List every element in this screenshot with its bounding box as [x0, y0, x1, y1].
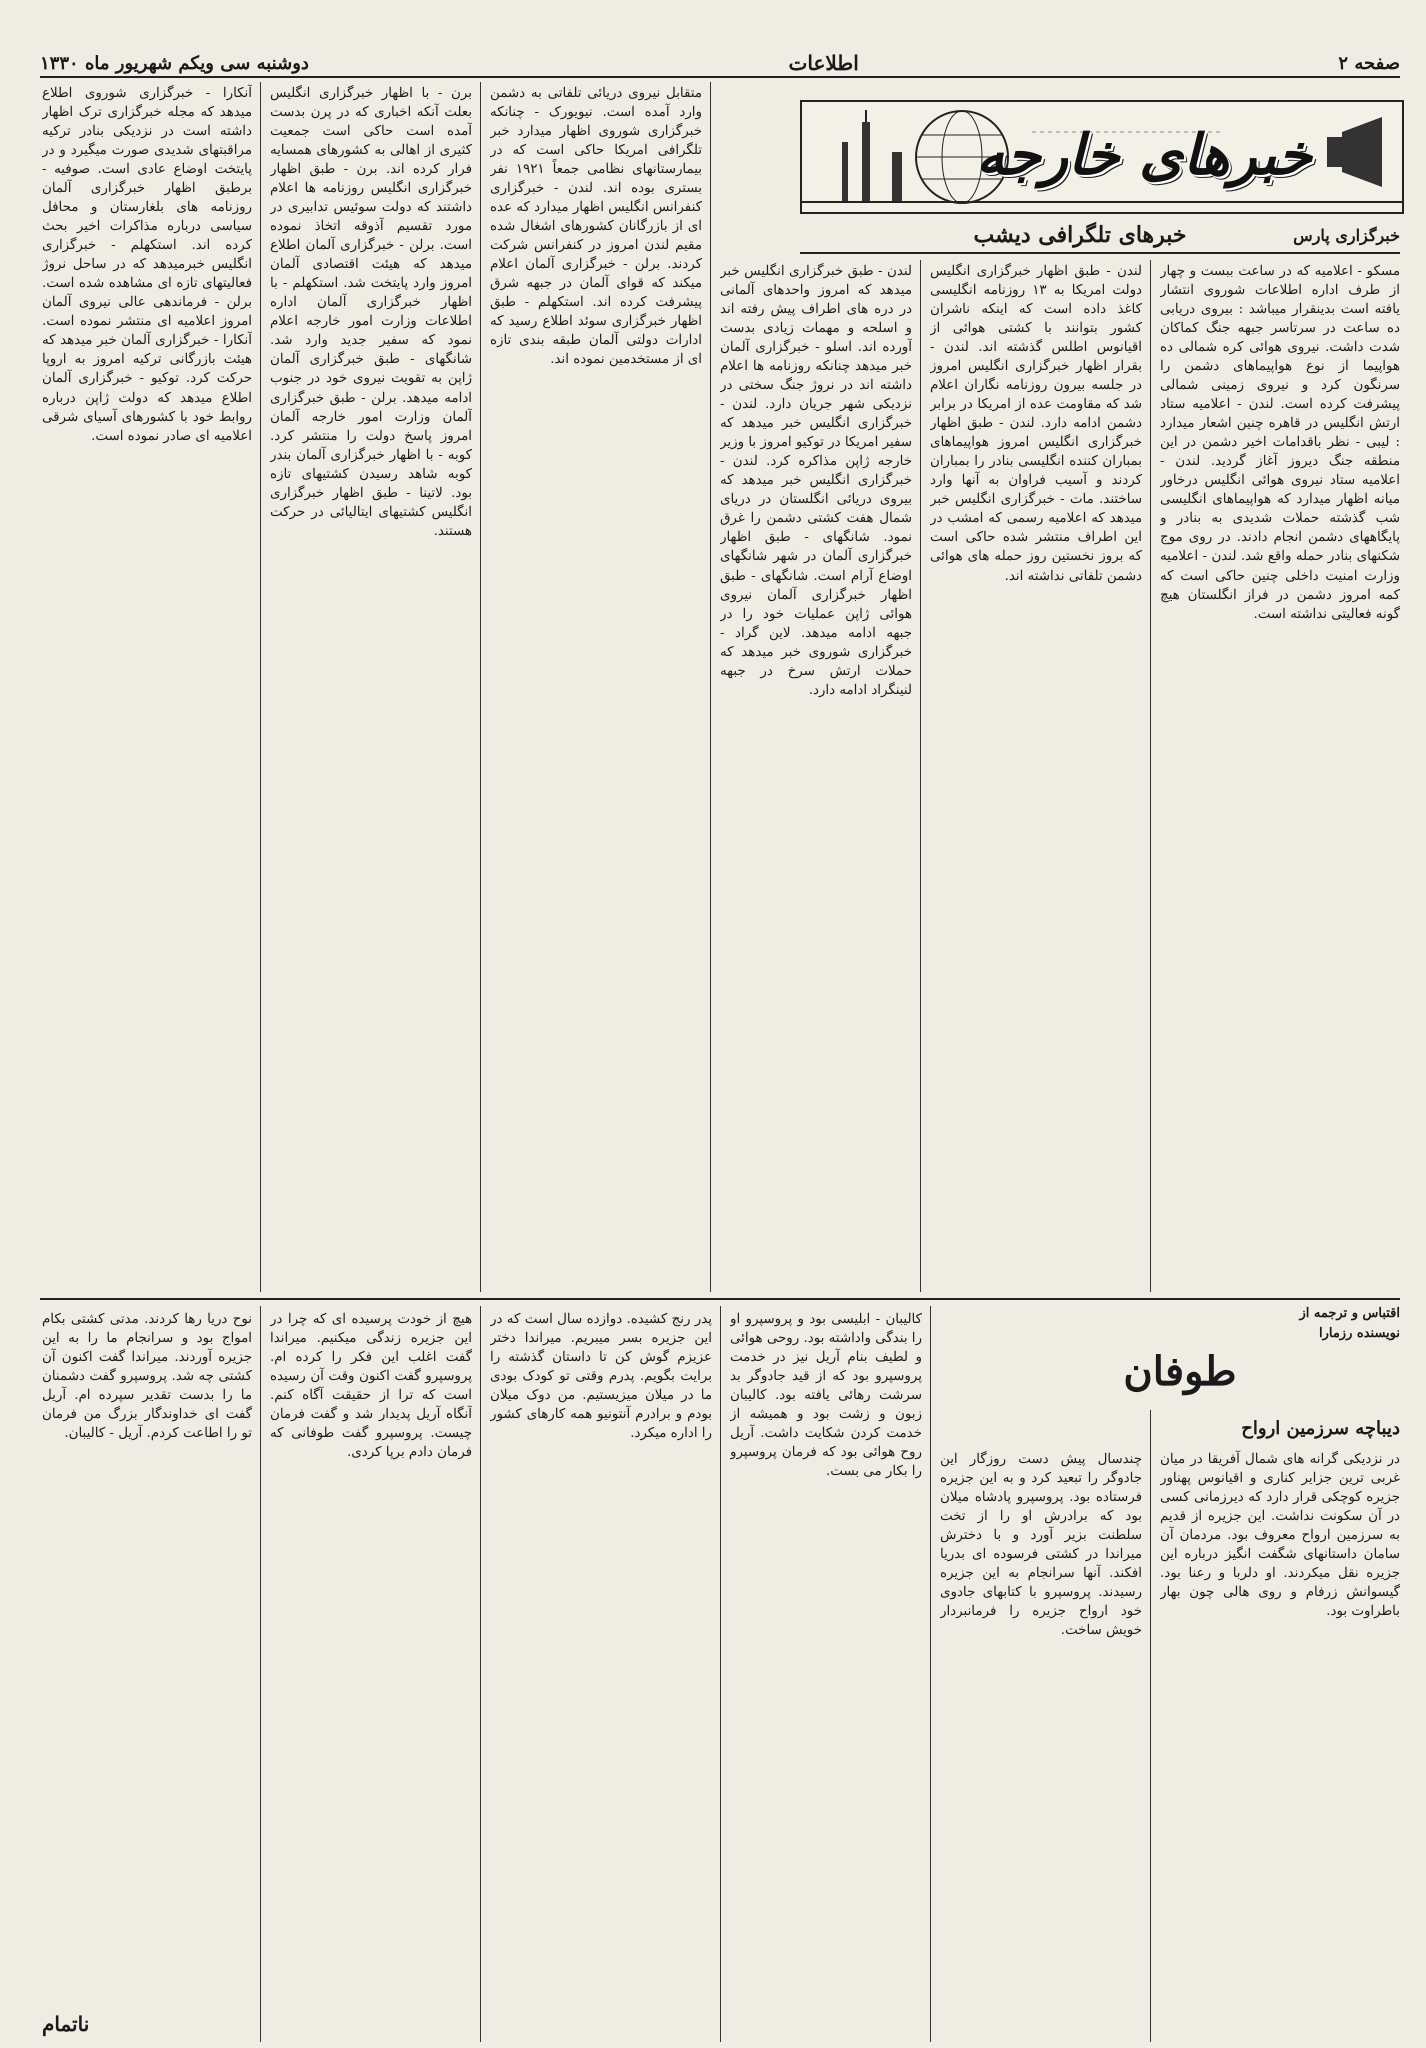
- news-column-3: [720, 262, 912, 1292]
- serial-column-1: [1160, 1450, 1400, 2040]
- agency-label: خبرگزاری پارس: [1293, 226, 1400, 245]
- news-column-4: [490, 84, 702, 1292]
- serial-title: طوفان: [1123, 1348, 1237, 1395]
- paper-name: اطلاعات: [788, 51, 859, 75]
- column-rule: [480, 1306, 481, 2042]
- news-column-1-text: مسکو - اعلامیه که در ساعت ببست و چهار از طرف اداره اطلاعات شوروی انتشار یافته است بدینقرار میباشد : بیروی دریابی ده ساعت در سرتاسر جبهه جنگ کماکان شدت داشت. نیروی هوائی کره شمالی ده هواپیما از نوع هواپیماهای دشمن را سرنگون کرد و نیروی زمینی شمالی پیشرفت کرده است. لندن - اعلامیه ستاد ارتش انگلیس در قاهره چنین اشعار میدارد : لیبی - نظر باقدامات اخیر دشمن در این منطقه جنگ دیروز آغاز گردید. لندن - اعلامیه ستاد نیروی هوائی انگلیس درخاور میانه اظهار میدارد که هواپیماهای انگلیسی شب گذشته حملات شدیدی به بنادر و پایگاههای دشمن انجام دادند. در روی موج شکنهای بنادر حمله واقع شد. لندن - اعلامیه وزارت امنیت داخلی چنین حاکی است که کمه امروز دشمن در فراز انگلستان هیچ گونه فعالیتی نداشته است.: [1160, 264, 1400, 622]
- banner-title: خبرهای خارجه: [976, 122, 1312, 188]
- serial-translator: اقتباس و ترجمه از: [1299, 1306, 1400, 1321]
- news-column-3-text: لندن - طبق خبرگزاری انگلیس خبر میدهد که امروز واحدهای آلمانی در دره های اطراف پیش رفته اند و اسلحه و مهمات زیادی بدست آورده اند. اسلو - خبرگزاری آلمان خبر میدهد چنانکه روزنامه ها اعلام داشته اند در نروژ جنگ سختی در نزدیکی شهر جریان دارد. لندن - خبرگزاری انگلیس خبر میدهد که سفیر امریکا در توکیو امروز با وزیر خارجه ژاپن مذاکره کرد. لندن - خبرگزاری انگلیس خبر میدهد که بیروی دریائی انگلستان در دریای شمال هفت کشتی دشمن را غرق نمود. شانگهای - طبق اظهار خبرگزاری آلمان در شهر شانگهای اوضاع آرام است. شانگهای - طبق اظهار خبرگزاری آلمان نیروی هوائی ژاپن عملیات خود را در جبهه ادامه میدهد. لاین گراد - خبرگزاری شوروی خبر میدهد که حملات ارتش سرخ در جبهه لنینگراد ادامه دارد.: [720, 264, 912, 698]
- serial-column-5: [270, 1310, 472, 2040]
- news-column-5-text: برن - با اظهار خبرگزاری انگلیس بعلت آنکه اخباری که در پرن بدست آمده است حاکی است جمعیت کثیری از اهالی به کشورهای همسایه فرار کرده اند. برن - طبق اظهار خبرگزاری انگلیس روزنامه ها اعلام داشتند که دولت سوئیس تدابیری در مورد تقسیم آذوقه اتخاذ نموده است. برلن - خبرگزاری آلمان اطلاع میدهد که هیئت اقتصادی آلمان امروز وارد پایتخت شد. استکهلم - با اظهار خبرگزاری آلمان اداره اطلاعات وزارت امور خارجه اعلام نمود که سفیر جدید وارد شد. شانگهای - طبق خبرگزاری آلمان ژاپن به تقویت نیروی خود در جنوب ادامه میدهد. برلن - طبق خبرگزاری آلمان وزارت امور خارجه آلمان امروز پاسخ دولت را منتشر کرد. کوبه - با اظهار خبرگزاری آلمان بندر کوبه شاهد رسیدن کشتیهای تازه بود. لاتینا - طبق اظهار خبرگزاری انگلیس کشتیهای ایتالیائی در حرکت هستند.: [270, 86, 472, 539]
- news-column-1: [1160, 262, 1400, 1292]
- column-rule: [1150, 260, 1151, 1292]
- issue-date: دوشنبه سی ویکم شهریور ماه ۱۳۳۰: [40, 52, 309, 74]
- masthead: [40, 50, 1400, 78]
- news-column-2: [930, 262, 1142, 1292]
- column-rule: [930, 1306, 931, 2042]
- foreign-news-banner: [800, 100, 1404, 214]
- serial-author: نویسنده رزمارا: [1318, 1326, 1400, 1341]
- section-divider: [40, 1298, 1400, 1300]
- column-rule: [1150, 1410, 1151, 2042]
- serial-subtitle: دیباچه سرزمین ارواح: [1241, 1418, 1400, 1439]
- heading-underline: [800, 252, 1400, 254]
- column-rule: [920, 260, 921, 1292]
- news-column-4-text: متقابل نیروی دریائی تلفاتی به دشمن وارد آمده است. نیویورک - چنانکه خبرگزاری شوروی اظهار میدارد خبر تلگرافی امریکا حاکی است که در بیمارستانهای نظامی جمعاً ۱۹۲۱ نفر بستری بوده اند. لندن - خبرگزاری کنفرانس انگلیس اظهار میدارد که عده ای از بازرگانان کشورهای اشغال شده مقیم لندن امروز در کنفرانس شرکت کردند. برلن - خبرگزاری آلمان اعلام میکند که قوای آلمان در جبهه شرق پیشرفت کرده اند. استکهلم - طبق اظهار خبرگزاری سوئد اطلاع رسید که ادارات دولتی آلمان طبقه بندی تازه ای از مستخدمین نموده اند.: [490, 86, 702, 368]
- serial-column-4: [490, 1310, 712, 2040]
- serial-column-1-text: در نزدیکی گرانه های شمال آفریقا در میان غربی ترین جزایر کناری و اقیانوس پهناور جزیره کوچکی قرار دارد که دیرزمانی کسی در آن سکونت نداشت. این جزیره از قدیم به سرزمین ارواح معروف بود. مردمان آن سامان داستانهای شگفت انگیز درباره این جزیره نقل میکردند. او دلربا و رعنا بود. گیسوانش زرفام و روی هالی چون بهار باطراوت بود.: [1160, 1452, 1400, 1620]
- news-heading: خبرهای تلگرافی دیشب: [973, 222, 1187, 248]
- news-column-6: [42, 84, 252, 1292]
- serial-column-3: [730, 1310, 922, 2040]
- serial-column-3-text: کالیبان - ابلیسی بود و پروسپرو او را بندگی واداشته بود. روحی هوائی و لطیف بنام آریل نیز در خدمت پروسپرو بود که از قید جادوگر بد سرشت رهائی یافته بود. کالیبان زبون و زشت بود و همیشه از خدمت کردن شکایت داشت. آریل روح هوائی بود که فرمان پروسپرو را بکار می بست.: [730, 1312, 922, 1480]
- news-column-6-text: آنکارا - خبرگزاری شوروی اطلاع میدهد که مجله خبرگزاری ترک اظهار داشته است در نزدیکی بنادر ترکیه مراقبتهای شدیدی صورت میگیرد و در پایتخت اوضاع عادی است. صوفیه - برطبق اظهار خبرگزاری آلمان روزنامه های بلغارستان و محافل سیاسی درباره مذاکرات اخیر بحث کرده اند. استکهلم - خبرگزاری انگلیس خبرمیدهد که در ساحل نروژ فعالیتهای تازه ای مشاهده شده است. برلن - فرماندهی عالی نیروی آلمان امروز اعلامیه ای منتشر نموده است. آنکارا - خبرگزاری آلمان خبر میدهد که هیئت بازرگانی ترکیه امروز به اروپا حرکت کرد. توکیو - خبرگزاری آلمان اطلاع میدهد که دولت ژاپن درباره روابط خود با کشورهای آسیای شرقی اعلامیه ای صادر نموده است.: [42, 86, 252, 444]
- to-be-continued: ناتمام: [42, 2012, 90, 2036]
- serial-column-2: [940, 1450, 1142, 2040]
- serial-column-6-text: نوح دریا رها کردند. مدتی کشتی بکام امواج بود و سرانجام ما را به این جزیره آوردند. میراندا گفت اکنون آن کشتی چه شد. پروسپرو گفت دشمنان ما را بدست تقدیر سپرده ام. آریل گفت ای خداوندگار بزرگ من فرمان تو را اطاعت کردم. آریل - کالیبان.: [42, 1312, 252, 1442]
- serial-column-5-text: هیچ از خودت پرسیده ای که چرا در این جزیره زندگی میکنیم. میراندا گفت اغلب این فکر را کرده ام. پروسپرو گفت اکنون وقت آن رسیده است که ترا از حقیقت آگاه کنم. آنگاه آریل پدیدار شد و گفت فرمان چیست. پروسپرو گفت طوفانی که فرمان دادم برپا کردی.: [270, 1312, 472, 1461]
- news-column-2-text: لندن - طبق اظهار خبرگزاری انگلیس دولت امریکا به ۱۳ روزنامه انگلیسی کاغذ داده است که اینکه ناشران کشور بتوانند با کشتی هوائی از اقیانوس اطلس گذشته اند. لندن - بقرار اظهار خبرگزاری انگلیس امروز در جلسه بیرون روزنامه نگاران اعلام شد که مقاومت عده از امریکا در برابر دشمن ادامه دارد. لندن - طبق اظهار خبرگزاری انگلیس امروز هواپیماهای بمباران کننده انگلیسی بنادر را بمباران کردند و آسیب فراوان به آنها وارد ساختند. مات - خبرگزاری انگلیس خبر میدهد که اعلامیه رسمی که امشب در این اطراف منتشر شده حاکی است که بروز نخستین روز حمله های هوائی دشمن تلفاتی نداشته اند.: [930, 264, 1142, 584]
- page-number: صفحه ۲: [1338, 52, 1400, 74]
- news-column-5: [270, 84, 472, 1292]
- column-rule: [710, 82, 711, 1292]
- serial-column-4-text: پدر رنج کشیده. دوازده سال است که در این جزیره بسر میبریم. میراندا دختر عزیزم گوش کن تا داستان گذشته را برایت بگویم. پدرم وقتی تو کودک بودی ما در میلان میزیستیم. من دوک میلان بودم و برادرم آنتونیو همه کارهای کشور را اداره میکرد.: [490, 1312, 712, 1442]
- column-rule: [720, 1306, 721, 2042]
- serial-column-6: [42, 1310, 252, 2000]
- column-rule: [480, 82, 481, 1292]
- serial-column-2-text: چندسال پیش دست روزگار این جادوگر را تبعید کرد و به این جزیره فرستاده بود. پروسپرو پادشاه میلان بود که برادرش او را از تخت سلطنت بزیر آورد و با دخترش میراندا در کشتی فرسوده ای بدریا افکند. آنها سرانجام به این جزیره رسیدند. پروسپرو با کتابهای جادوی خود ارواح جزیره را فرمانبردار خویش ساخت.: [940, 1452, 1142, 1639]
- column-rule: [260, 82, 261, 1292]
- column-rule: [260, 1306, 261, 2042]
